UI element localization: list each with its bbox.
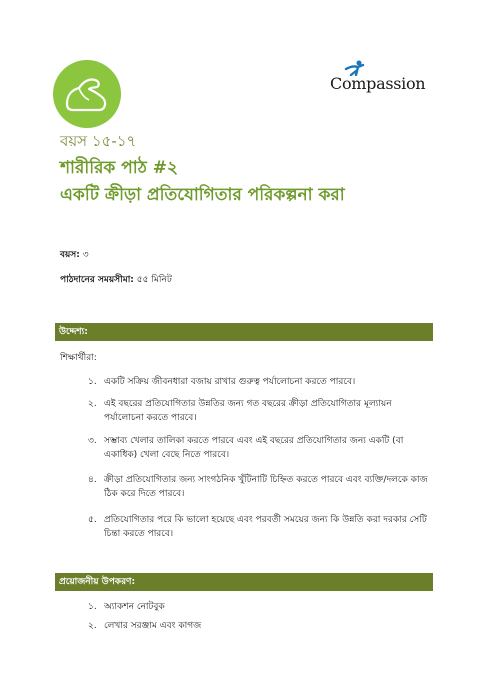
material-text: লেখার সরঞ্জাম এবং কাগজ — [104, 621, 202, 631]
meta-age — [60, 247, 89, 262]
compassion-logo — [330, 60, 440, 100]
objective-text: এই বছরের প্রতিযোগিতার উন্নতির জন্য গত বছরের ক্রীড়া প্রতিযোগিতার মূল্যায়ন পর্যালোচনা করতে পারবে। — [104, 399, 392, 423]
meta-duration-value: ৫৫ মিনিট — [133, 275, 172, 285]
objective-text: প্রতিযোগিতার পরে কি ভালো হয়েছে এবং পরবর্তী সময়ের জন্য কি উন্নতি করা দরকার সেটি চিন্তা করতে পারবে। — [104, 515, 427, 539]
meta-age-value: ৩ — [79, 250, 89, 260]
objective-number: ১. — [88, 377, 97, 387]
age-heading: বয়স ১৫-১৭ — [60, 132, 137, 150]
meta-age-label: বয়স: — [60, 250, 80, 260]
objectives-section-bar: উদ্দেশ্য: — [55, 323, 433, 341]
materials-section-bar: প্রয়োজনীয় উপকরণ: — [55, 573, 433, 591]
lesson-title: একটি ক্রীড়া প্রতিযোগিতার পরিকল্পনা করা — [60, 185, 345, 205]
objective-text: একটি সক্রিয় জীবনধারা বজায় রাখার গুরুত্ব পর্যালোচনা করতে পারবে। — [104, 377, 356, 387]
objective-text: সম্ভাব্য খেলার তালিকা করতে পারবে এবং এই বছরের প্রতিযোগিতার জন্য একটি (বা একাধিক) খেলা বেছে নিতে পারবে। — [104, 436, 404, 460]
objectives-intro: শিক্ষার্থীরা: — [60, 353, 97, 363]
meta-duration — [60, 272, 172, 287]
objective-number: ৫. — [88, 515, 97, 525]
objective-number: ৩. — [88, 436, 97, 446]
objective-number: ২. — [88, 399, 97, 409]
compassion-logo-text: Compassion — [330, 74, 426, 93]
objective-number: ৪. — [88, 475, 97, 485]
material-text: অ্যাকশন নোটবুক — [104, 602, 165, 612]
objective-text: ক্রীড়া প্রতিযোগিতার জন্য সাংগঠনিক খুঁটিনাটি চিহ্নিত করতে পারবে এবং ব্যক্তি/দলকে কাজ ঠিক করে দিতে পারবে। — [104, 475, 428, 499]
material-number: ২. — [88, 621, 97, 631]
muscle-arm-icon — [53, 60, 121, 128]
meta-duration-label: পাঠদানের সময়সীমা: — [60, 275, 134, 285]
material-number: ১. — [88, 602, 97, 612]
lesson-number-heading: শারীরিক পাঠ #২ — [60, 158, 179, 178]
